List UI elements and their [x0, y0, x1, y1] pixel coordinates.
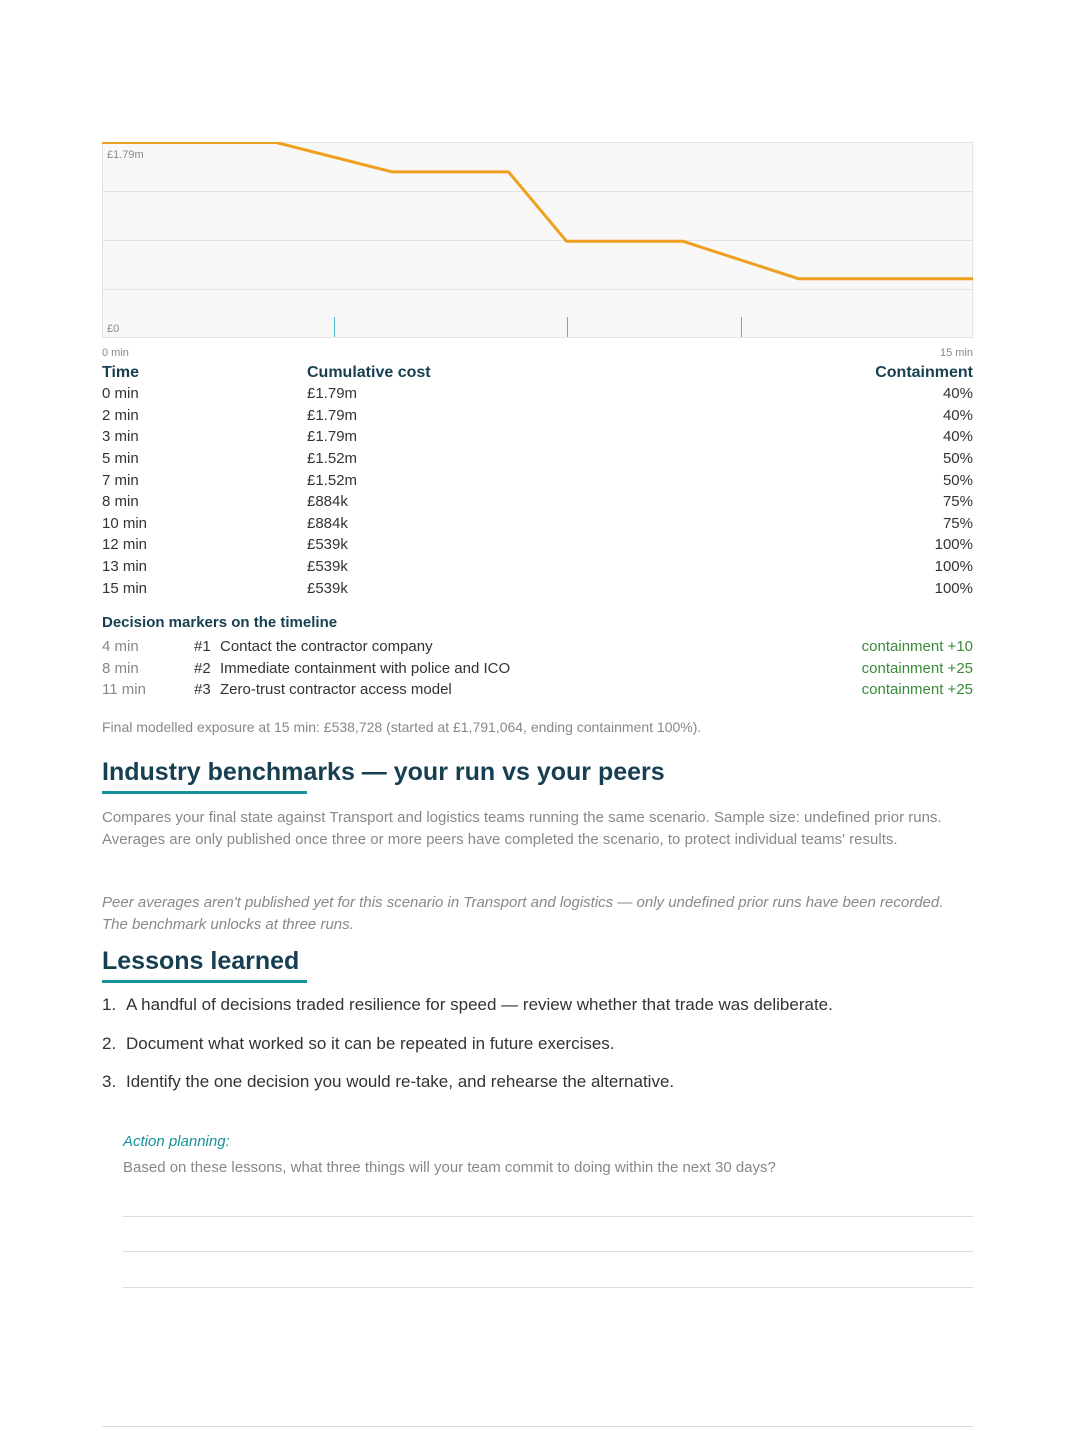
table-row: [102, 491, 973, 513]
marker-containment-delta: containment +25: [861, 659, 973, 677]
containment-cell: 40%: [942, 385, 973, 403]
decision-marker-row: [102, 679, 973, 701]
marker-time: 4 min: [102, 638, 139, 656]
marker-label: Contact the contractor company: [220, 638, 433, 656]
table-row: [102, 556, 973, 578]
cumulative-cost-cell: £1.79m: [307, 385, 358, 403]
lessons-heading-underline: [102, 980, 307, 983]
cost-table: [102, 362, 973, 599]
x-axis-start-label: 0 min: [102, 347, 129, 359]
time-cell: 7 min: [102, 471, 139, 489]
decision-markers-table: [102, 636, 973, 701]
cumulative-cost-cell: £539k: [307, 536, 348, 554]
table-row: [102, 405, 973, 427]
cumulative-cost-cell: £1.52m: [307, 471, 358, 489]
containment-cell: 75%: [942, 493, 973, 511]
marker-label: Zero-trust contractor access model: [220, 681, 452, 699]
table-row: [102, 534, 973, 556]
cumulative-cost-cell: £539k: [307, 558, 348, 576]
cost-chart: [102, 142, 973, 338]
footer-divider: [102, 1426, 973, 1427]
time-cell: 3 min: [102, 428, 139, 446]
containment-cell: 50%: [942, 450, 973, 468]
containment-cell: 100%: [934, 558, 973, 576]
marker-label: Immediate containment with police and ICO: [220, 659, 511, 677]
y-axis-min-label: £0: [107, 323, 120, 335]
marker-number: #2: [194, 659, 211, 677]
lesson-text: Identify the one decision you would re-take, and rehearse the alternative.: [126, 1072, 675, 1091]
header-cumulative-cost: Cumulative cost: [307, 363, 431, 381]
time-cell: 2 min: [102, 406, 139, 424]
answer-line[interactable]: [123, 1251, 973, 1252]
marker-time: 8 min: [102, 659, 139, 677]
lesson-number: 2.: [102, 1033, 117, 1053]
lessons-list: [102, 995, 833, 1111]
marker-containment-delta: containment +10: [861, 638, 973, 656]
marker-containment-delta: containment +25: [861, 681, 973, 699]
benchmarks-description: Compares your final state against Transport and logistics teams running the same scenario. Sample size: undefined prior runs. Averages are only published once three or more peers have completed the scenario, to protect individual teams' results.: [102, 809, 942, 848]
time-cell: 5 min: [102, 450, 139, 468]
cumulative-cost-cell: £1.79m: [307, 406, 358, 424]
marker-number: #3: [194, 681, 211, 699]
cumulative-cost-cell: £1.79m: [307, 428, 358, 446]
time-cell: 15 min: [102, 579, 148, 597]
marker-number: #1: [194, 638, 211, 656]
x-axis-end-label: 15 min: [939, 347, 973, 359]
table-row: [102, 448, 973, 470]
lessons-heading: Lessons learned: [102, 947, 300, 975]
containment-cell: 100%: [934, 536, 973, 554]
cost-table-body: [102, 383, 973, 599]
answer-line[interactable]: [123, 1216, 973, 1217]
containment-cell: 40%: [942, 406, 973, 424]
containment-cell: 100%: [934, 579, 973, 597]
table-row: [102, 577, 973, 599]
time-cell: 13 min: [102, 558, 148, 576]
containment-cell: 50%: [942, 471, 973, 489]
lesson-item: [102, 1072, 833, 1111]
lesson-item: [102, 995, 833, 1034]
lesson-text: Document what worked so it can be repeated in future exercises.: [126, 1033, 615, 1053]
answer-line[interactable]: [123, 1287, 973, 1288]
benchmarks-heading: Industry benchmarks — your run vs your peers: [102, 758, 665, 786]
lesson-item: [102, 1034, 833, 1073]
time-cell: 8 min: [102, 493, 139, 511]
cumulative-cost-cell: £1.52m: [307, 450, 358, 468]
table-row: [102, 513, 973, 535]
table-row: [102, 426, 973, 448]
cumulative-cost-cell: £884k: [307, 514, 348, 532]
cost-table-header: [102, 362, 973, 383]
action-planning-label: Action planning:: [123, 1133, 230, 1150]
benchmarks-heading-underline: [102, 791, 307, 794]
final-exposure-note: Final modelled exposure at 15 min: £538,728 (started at £1,791,064, ending containment 100%).: [102, 719, 702, 735]
cumulative-cost-cell: £539k: [307, 579, 348, 597]
cost-chart-svg: [102, 142, 973, 338]
time-cell: 10 min: [102, 514, 148, 532]
time-cell: 0 min: [102, 385, 139, 403]
header-time: Time: [102, 363, 140, 381]
table-row: [102, 383, 973, 405]
action-planning-prompt: Based on these lessons, what three things will your team commit to doing within the next 30 days?: [123, 1159, 776, 1176]
decision-marker-row: [102, 636, 973, 658]
benchmarks-note: Peer averages aren't published yet for this scenario in Transport and logistics — only undefined prior runs have been recorded. The benchmark unlocks at three runs.: [102, 894, 944, 933]
lesson-number: 3.: [102, 1072, 117, 1091]
cumulative-cost-cell: £884k: [307, 493, 348, 511]
lesson-text: A handful of decisions traded resilience for speed — review whether that trade was deliberate.: [126, 995, 833, 1014]
marker-time: 11 min: [102, 681, 146, 699]
decision-markers-title: Decision markers on the timeline: [102, 614, 338, 631]
containment-cell: 75%: [942, 514, 973, 532]
header-containment: Containment: [875, 363, 973, 381]
decision-marker-row: [102, 658, 973, 680]
decision-markers-body: [102, 636, 973, 701]
containment-cell: 40%: [942, 428, 973, 446]
lesson-number: 1.: [102, 995, 117, 1014]
time-cell: 12 min: [102, 536, 148, 554]
y-axis-max-label: £1.79m: [107, 149, 144, 161]
table-row: [102, 469, 973, 491]
